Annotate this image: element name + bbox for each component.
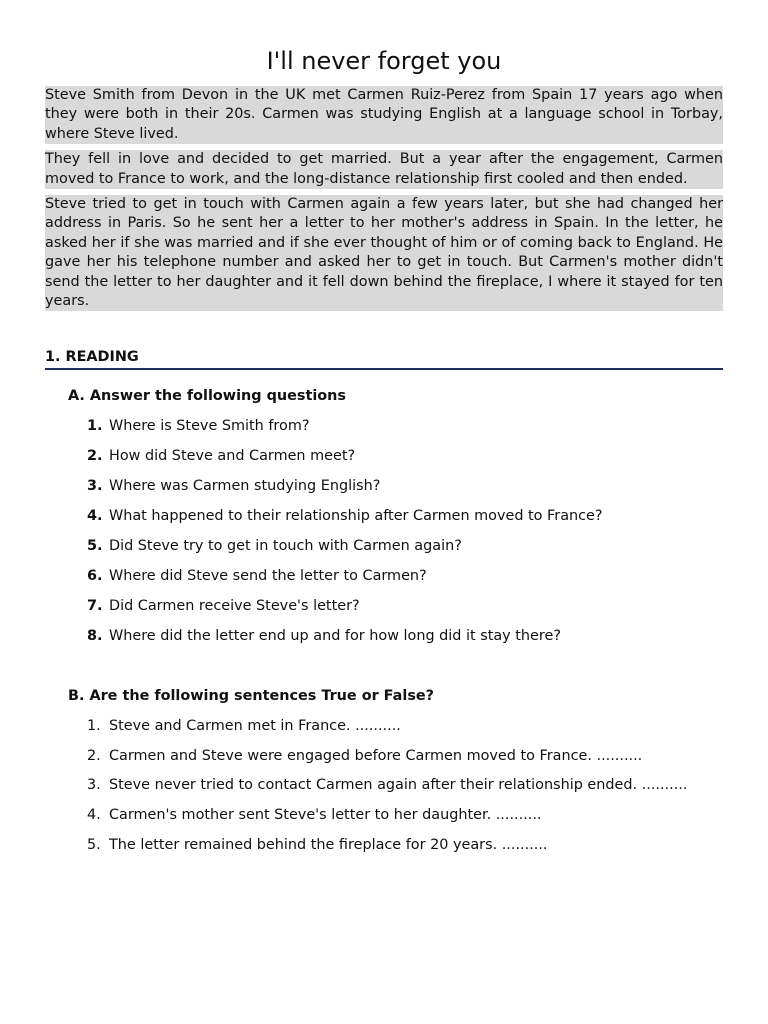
part-a-questions	[45, 416, 723, 645]
statement-number: 2.	[87, 747, 101, 764]
question-item	[87, 446, 723, 466]
question-text: Did Carmen receive Steve's letter?	[109, 597, 360, 614]
question-item	[87, 476, 723, 496]
question-item	[87, 596, 723, 616]
passage-paragraph-1: Steve Smith from Devon in the UK met Carmen Ruiz-Perez from Spain 17 years ago when they were both in their 20s. Carmen was studying English at a language school in Torbay, where Steve lived.	[45, 86, 723, 144]
question-item	[87, 626, 723, 646]
question-number: 5.	[87, 538, 103, 555]
question-text: What happened to their relationship after Carmen moved to France?	[109, 508, 603, 525]
question-item	[87, 536, 723, 556]
section-title-reading: 1. READING	[45, 347, 723, 370]
statement-text: The letter remained behind the fireplace for 20 years. ..........	[109, 836, 548, 853]
statement-item	[87, 835, 723, 855]
part-b-title: B. Are the following sentences True or False?	[68, 687, 434, 704]
statement-number: 4.	[87, 807, 101, 824]
statement-number: 5.	[87, 836, 101, 853]
statement-number: 3.	[87, 777, 101, 794]
question-text: Where was Carmen studying English?	[109, 478, 381, 495]
question-number: 3.	[87, 478, 103, 495]
part-a-title: A. Answer the following questions	[68, 388, 346, 405]
question-number: 4.	[87, 508, 103, 525]
reading-passage	[45, 86, 723, 311]
statement-text: Steve never tried to contact Carmen again after their relationship ended. ..........	[109, 777, 688, 794]
question-item	[87, 416, 723, 436]
question-text: Where is Steve Smith from?	[109, 418, 310, 435]
passage-paragraph-3: Steve tried to get in touch with Carmen again a few years later, but she had changed her address in Paris. So he sent her a letter to her mother's address in Spain. In the letter, he asked her if she was married and if she ever thought of him or of coming back to England. He gave her his telephone number and asked her to get in touch. But Carmen's mother didn't send the letter to her daughter and it fell down behind the fireplace, I where it stayed for ten years.	[45, 195, 723, 311]
statement-text: Steve and Carmen met in France. ..........	[109, 717, 401, 734]
statement-number: 1.	[87, 717, 101, 734]
question-item	[87, 566, 723, 586]
question-number: 6.	[87, 567, 103, 584]
question-number: 8.	[87, 627, 103, 644]
question-number: 1.	[87, 418, 103, 435]
question-text: Where did Steve send the letter to Carmen?	[109, 567, 427, 584]
question-text: Did Steve try to get in touch with Carmen again?	[109, 538, 462, 555]
question-number: 2.	[87, 448, 103, 465]
statement-item	[87, 775, 723, 795]
question-item	[87, 506, 723, 526]
statement-text: Carmen and Steve were engaged before Carmen moved to France. ..........	[109, 747, 643, 764]
page-title: I'll never forget you	[266, 47, 502, 75]
statement-item	[87, 716, 723, 736]
statement-item	[87, 805, 723, 825]
passage-paragraph-2: They fell in love and decided to get married. But a year after the engagement, Carmen moved to France to work, and the long-distance relationship first cooled and then ended.	[45, 150, 723, 189]
question-text: Where did the letter end up and for how long did it stay there?	[109, 627, 561, 644]
question-text: How did Steve and Carmen meet?	[109, 448, 356, 465]
part-b-statements	[45, 716, 723, 855]
statement-text: Carmen's mother sent Steve's letter to her daughter. ..........	[109, 807, 542, 824]
statement-item	[87, 746, 723, 766]
question-number: 7.	[87, 597, 103, 614]
